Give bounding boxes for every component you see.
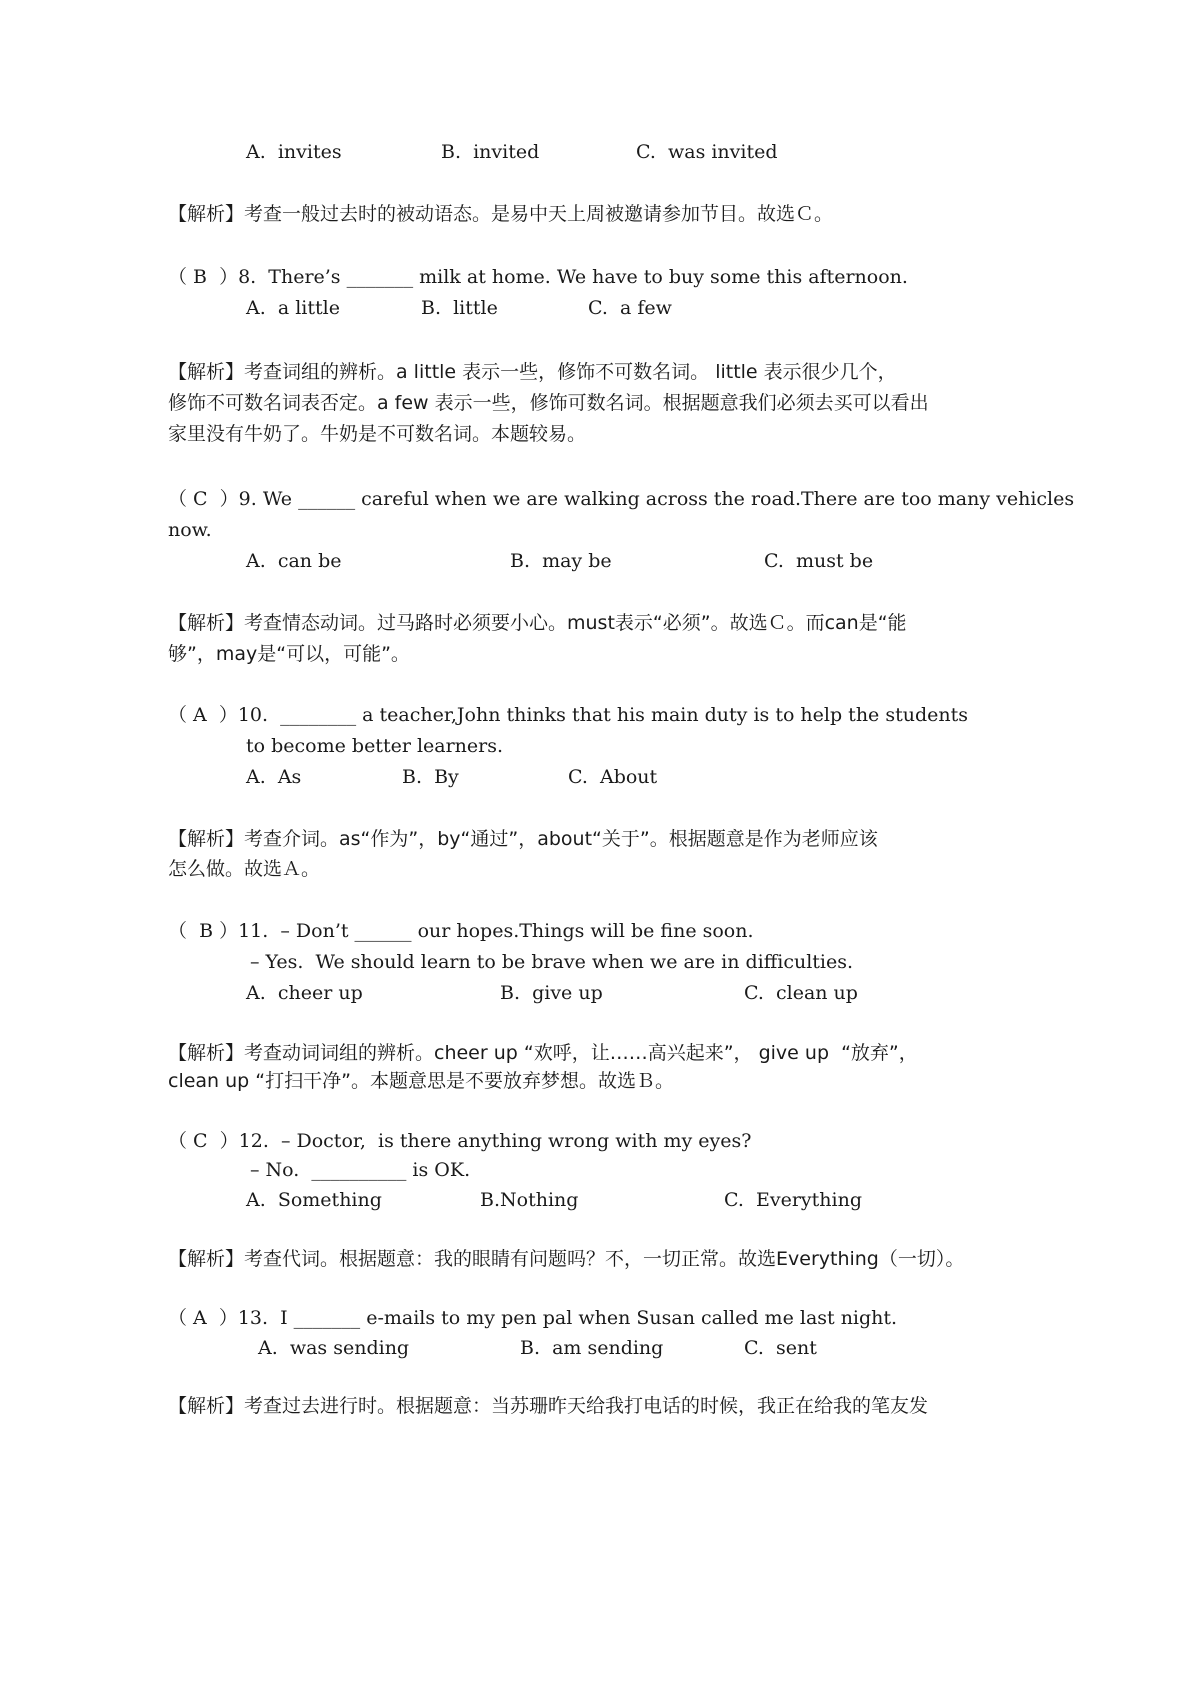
options-row bbox=[0, 1188, 1200, 1212]
option-c: C. Everything bbox=[724, 1189, 862, 1211]
option-c: C. a few bbox=[588, 297, 672, 319]
options-row bbox=[0, 549, 1200, 573]
question-stem: – No. __________ is OK. bbox=[250, 1159, 471, 1181]
option-b: B. little bbox=[421, 297, 498, 319]
option-a: A. can be bbox=[246, 550, 342, 572]
question-stem: （ B ）8. There’s _______ milk at home. We have to buy some this afternoon. bbox=[168, 266, 908, 288]
question-stem: （ C ）12. – Doctor, is there anything wrong with my eyes? bbox=[168, 1130, 752, 1152]
option-a: A. As bbox=[246, 766, 302, 788]
option-c: C. sent bbox=[744, 1337, 817, 1359]
analysis-text: 家里没有牛奶了。牛奶是不可数名词。本题较易。 bbox=[168, 423, 587, 445]
analysis-text: 【解析】考查代词。根据题意：我的眼睛有问题吗？不，一切正常。故选Everything（一切）。 bbox=[168, 1248, 965, 1270]
option-c: C. was invited bbox=[636, 141, 778, 163]
option-a: A. was sending bbox=[258, 1337, 410, 1359]
question-stem: （ B ）11. – Don’t ______ our hopes.Things will be fine soon. bbox=[168, 920, 754, 942]
analysis-text: 【解析】考查词组的辨析。a little 表示一些，修饰不可数名词。 little 表示很少几个， bbox=[168, 361, 897, 383]
option-b: B. am sending bbox=[520, 1337, 664, 1359]
option-c: C. clean up bbox=[744, 982, 858, 1004]
analysis-text: 【解析】考查动词词组的辨析。cheer up “欢呼，让……高兴起来”， give up “放弃”， bbox=[168, 1042, 918, 1064]
option-b: B. may be bbox=[510, 550, 612, 572]
analysis-text: 修饰不可数名词表否定。a few 表示一些，修饰可数名词。根据题意我们必须去买可以看出 bbox=[168, 392, 929, 414]
option-b: B. give up bbox=[500, 982, 603, 1004]
options-row bbox=[0, 140, 1200, 164]
option-b: B. By bbox=[402, 766, 459, 788]
option-a: A. invites bbox=[246, 141, 342, 163]
question-stem: （ A ）13. I _______ e-mails to my pen pal when Susan called me last night. bbox=[168, 1307, 898, 1329]
options-row bbox=[0, 1336, 1200, 1360]
option-c: C. About bbox=[568, 766, 658, 788]
analysis-text: 够”，may是“可以，可能”。 bbox=[168, 643, 410, 665]
option-a: A. a little bbox=[246, 297, 340, 319]
question-stem: （ A ）10. ________ a teacher,John thinks that his main duty is to help the students bbox=[168, 704, 968, 726]
option-a: A. cheer up bbox=[246, 982, 363, 1004]
question-stem: （ C ）9. We ______ careful when we are walking across the road.There are too many vehicles bbox=[168, 488, 1075, 510]
analysis-text: 【解析】考查一般过去时的被动语态。是易中天上周被邀请参加节目。故选Ｃ。 bbox=[168, 203, 834, 225]
option-b: B. invited bbox=[441, 141, 540, 163]
options-row bbox=[0, 296, 1200, 320]
option-b: B.Nothing bbox=[480, 1189, 579, 1211]
analysis-text: clean up “打扫干净”。本题意思是不要放弃梦想。故选Ｂ。 bbox=[168, 1070, 674, 1092]
question-stem: – Yes. We should learn to be brave when we are in difficulties. bbox=[250, 951, 854, 973]
analysis-text: 【解析】考查过去进行时。根据题意：当苏珊昨天给我打电话的时候，我正在给我的笔友发 bbox=[168, 1395, 929, 1417]
question-stem: to become better learners. bbox=[246, 735, 504, 757]
analysis-text: 怎么做。故选Ａ。 bbox=[168, 858, 321, 880]
option-a: A. Something bbox=[246, 1189, 382, 1211]
options-row bbox=[0, 765, 1200, 789]
option-c: C. must be bbox=[764, 550, 874, 572]
question-stem: now. bbox=[168, 519, 212, 541]
analysis-text: 【解析】考查介词。as“作为”，by“通过”，about“关于”。根据题意是作为老师应该 bbox=[168, 828, 878, 850]
analysis-text: 【解析】考查情态动词。过马路时必须要小心。must表示“必须”。故选Ｃ。而can是“能 bbox=[168, 612, 907, 634]
options-row bbox=[0, 981, 1200, 1005]
